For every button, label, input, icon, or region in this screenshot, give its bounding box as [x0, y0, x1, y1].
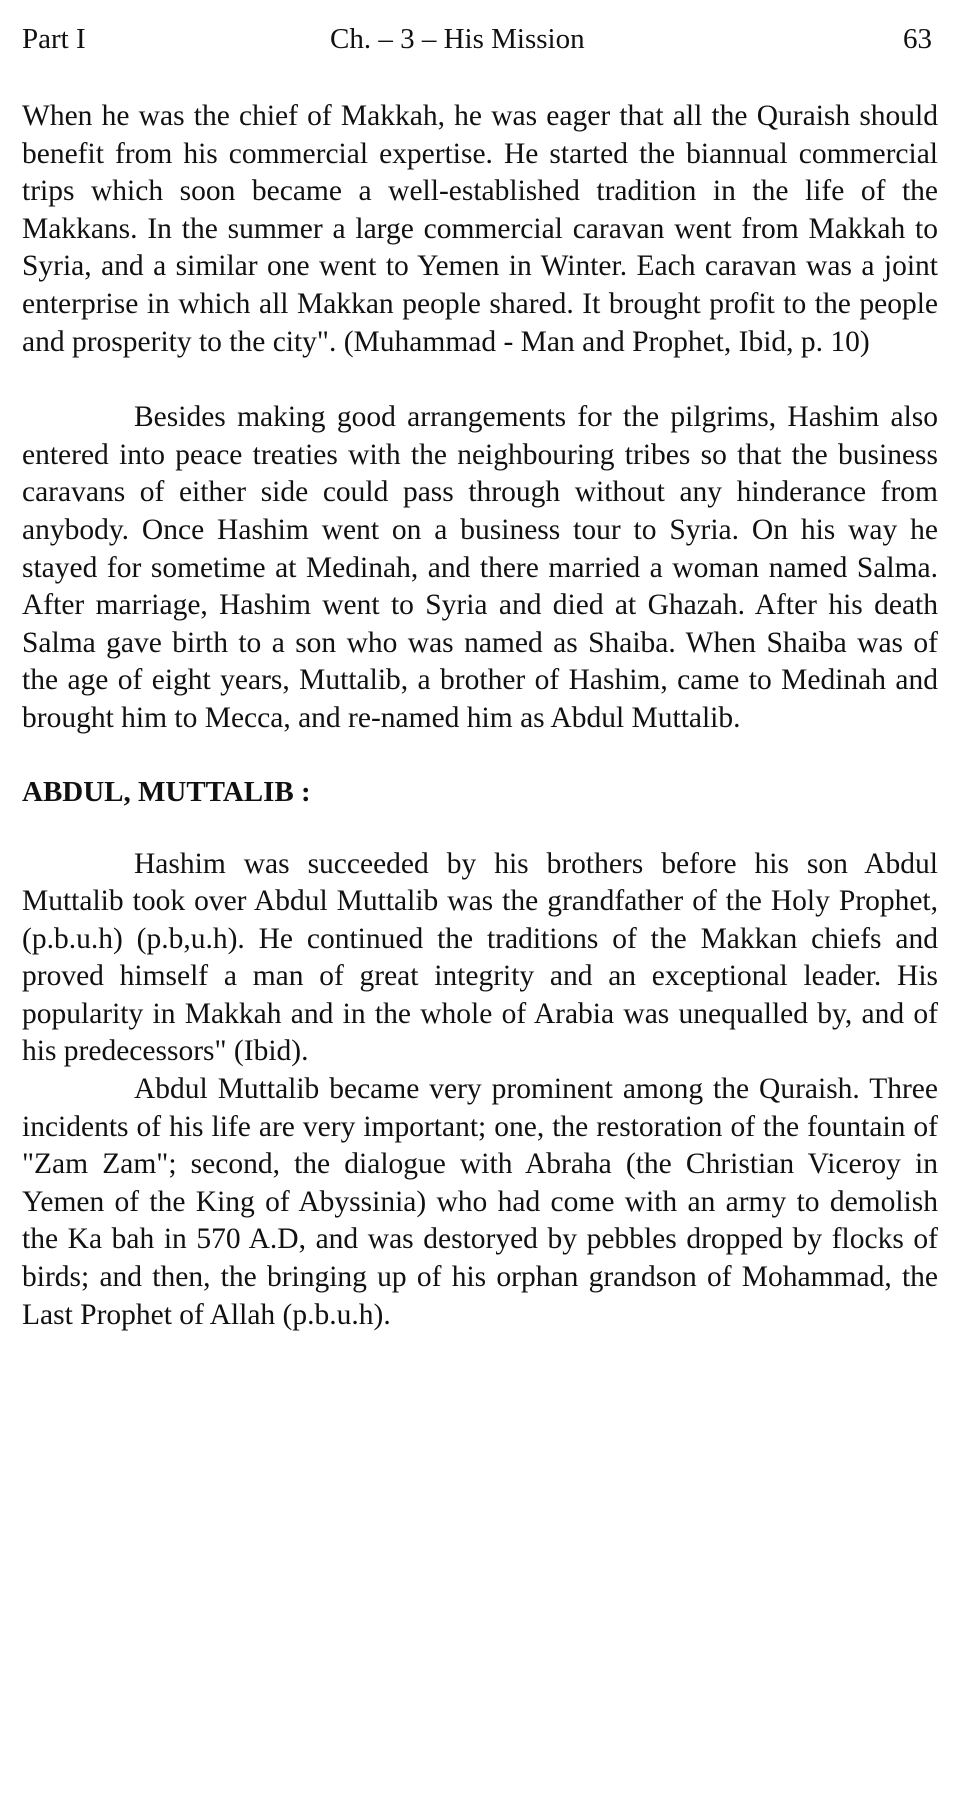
paragraph-abdul-muttalib-succession: Hashim was succeeded by his brothers before his son Abdul Muttalib took over Abdul Muttalib was the grandfather of the Holy Prophet, (p.b.u.h) (p.b,u.h). He continued the traditions of the Makkan chiefs and proved himself a man of great integrity and an exceptional leader. His popularity in Makkah and in the whole of Arabia was unequalled by, and of his predecessors" (Ibid). — [22, 847, 938, 1068]
book-page — [22, 0, 938, 1796]
part-label: Part I — [22, 23, 86, 55]
paragraph-hashim: Besides making good arrangements for the pilgrims, Hashim also entered into peace treaties with the neighbouring tribes so that the business caravans of either side could pass through without any hinderance from anybody. Once Hashim went on a business tour to Syria. On his way he stayed for sometime at Medinah, and there married a woman named Salma. After marriage, Hashim went to Syria and died at Ghazah. After his death Salma gave birth to a son who was named as Shaiba. When Shaiba was of the age of eight years, Muttalib, a brother of Hashim, came to Medinah and brought him to Mecca, and re-named him as Abdul Muttalib. — [22, 401, 938, 734]
page-number: 63 — [903, 23, 932, 55]
running-header — [22, 0, 938, 80]
chapter-title: Ch. – 3 – His Mission — [330, 23, 585, 55]
paragraph-caravans: When he was the chief of Makkah, he was eager that all the Quraish should benefit from his commercial expertise. He started the biannual commercial trips which soon became a well-established tradition in the life of the Makkans. In the summer a large commercial caravan went from Makkah to Syria, and a similar one went to Yemen in Winter. Each caravan was a joint enterprise in which all Makkan people shared. It brought profit to the people and prosperity to the city". (Muhammad - Man and Prophet, Ibid, p. 10) — [22, 100, 938, 358]
section-heading: ABDUL, MUTTALIB : — [22, 775, 311, 808]
paragraph-abdul-muttalib-incidents: Abdul Muttalib became very prominent among the Quraish. Three incidents of his life are very important; one, the restoration of the fountain of "Zam Zam"; second, the dialogue with Abraha (the Christian Viceroy in Yemen of the King of Abyssinia) who had come with an army to demolish the Ka bah in 570 A.D, and was destoryed by pebbles dropped by flocks of birds; and then, the bringing up of his orphan grandson of Mohammad, the Last Prophet of Allah (p.b.u.h). — [22, 1073, 938, 1331]
